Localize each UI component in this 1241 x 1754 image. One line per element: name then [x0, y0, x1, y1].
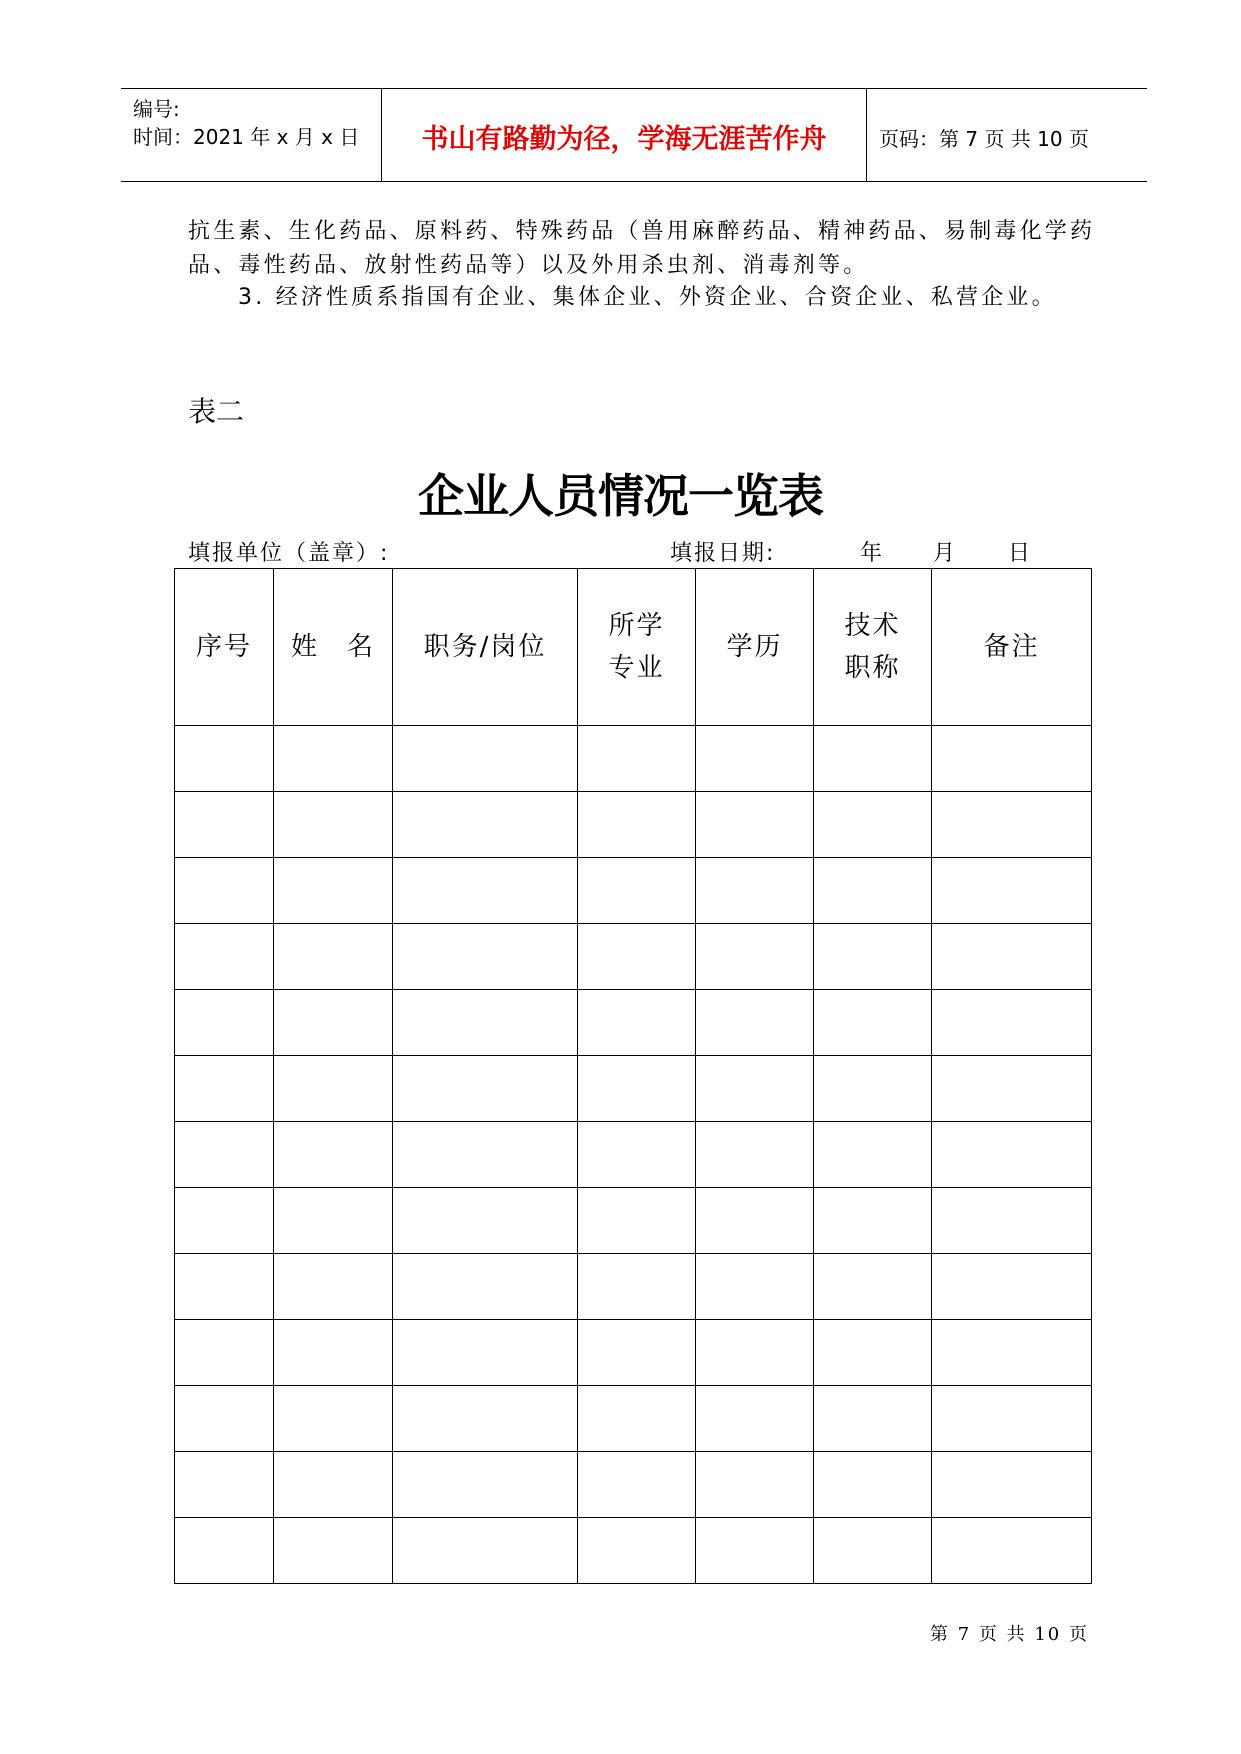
- fill-unit-label: 填报单位（盖章）:: [188, 541, 390, 566]
- document-header: [121, 88, 1147, 182]
- table-cell[interactable]: [578, 1386, 696, 1452]
- table-row: [175, 1122, 1092, 1188]
- table-cell[interactable]: [814, 924, 932, 990]
- table-cell[interactable]: [814, 1188, 932, 1254]
- table-cell[interactable]: [578, 1320, 696, 1386]
- table-row: [175, 1254, 1092, 1320]
- table-cell[interactable]: [932, 1188, 1092, 1254]
- table-cell[interactable]: [578, 990, 696, 1056]
- header-page-info: 页码：第 7 页 共 10 页: [879, 127, 1089, 151]
- header-technical-title: 技术 职称: [814, 569, 932, 726]
- table-cell[interactable]: [578, 858, 696, 924]
- document-number-label: 编号:: [133, 97, 180, 121]
- table-cell[interactable]: [932, 1254, 1092, 1320]
- table-cell[interactable]: [578, 924, 696, 990]
- table-cell[interactable]: [696, 1320, 814, 1386]
- table-cell[interactable]: [393, 792, 578, 858]
- table-cell[interactable]: [393, 1254, 578, 1320]
- table-row: [175, 1518, 1092, 1584]
- table-cell[interactable]: [175, 726, 274, 792]
- table-cell[interactable]: [578, 1056, 696, 1122]
- table-cell[interactable]: [696, 1254, 814, 1320]
- table-cell[interactable]: [578, 1452, 696, 1518]
- header-education: 学历: [696, 569, 814, 726]
- table-cell[interactable]: [578, 1122, 696, 1188]
- table-cell[interactable]: [578, 1518, 696, 1584]
- table-cell[interactable]: [932, 858, 1092, 924]
- table-cell[interactable]: [696, 1386, 814, 1452]
- table-cell[interactable]: [393, 1386, 578, 1452]
- table-cell[interactable]: [175, 924, 274, 990]
- table-cell[interactable]: [393, 1056, 578, 1122]
- table-cell[interactable]: [274, 858, 393, 924]
- header-page-cell: [867, 89, 1147, 181]
- table-cell[interactable]: [393, 726, 578, 792]
- table-cell[interactable]: [696, 1518, 814, 1584]
- staff-table: [174, 568, 1092, 1584]
- table-cell[interactable]: [274, 1386, 393, 1452]
- table-cell[interactable]: [696, 858, 814, 924]
- page-footer: 第 7 页 共 10 页: [930, 1624, 1089, 1645]
- table-cell[interactable]: [932, 990, 1092, 1056]
- table-cell[interactable]: [932, 924, 1092, 990]
- table-body: [175, 726, 1092, 1584]
- table-cell[interactable]: [175, 792, 274, 858]
- header-remarks: 备注: [932, 569, 1092, 726]
- table-cell[interactable]: [175, 1386, 274, 1452]
- table-cell[interactable]: [393, 1452, 578, 1518]
- table-cell[interactable]: [274, 1320, 393, 1386]
- fill-day-label: 日: [1008, 541, 1033, 566]
- document-time-label: 时间：2021 年 x 月 x 日: [133, 125, 360, 149]
- table-cell[interactable]: [696, 792, 814, 858]
- table-row: [175, 792, 1092, 858]
- table-cell[interactable]: [393, 1122, 578, 1188]
- table-cell[interactable]: [393, 1320, 578, 1386]
- table-cell[interactable]: [175, 1254, 274, 1320]
- table-cell[interactable]: [274, 1056, 393, 1122]
- table-cell[interactable]: [393, 1518, 578, 1584]
- table-cell[interactable]: [274, 726, 393, 792]
- table-cell[interactable]: [274, 792, 393, 858]
- table-cell[interactable]: [814, 1320, 932, 1386]
- header-major: 所学 专业: [578, 569, 696, 726]
- table-cell[interactable]: [578, 1254, 696, 1320]
- table-cell[interactable]: [578, 792, 696, 858]
- table-cell[interactable]: [696, 1188, 814, 1254]
- table-cell[interactable]: [814, 1518, 932, 1584]
- table-cell[interactable]: [932, 1518, 1092, 1584]
- table-cell[interactable]: [393, 990, 578, 1056]
- table-cell[interactable]: [932, 1122, 1092, 1188]
- table-cell[interactable]: [274, 924, 393, 990]
- header-motto: 书山有路勤为径，学海无涯苦作舟: [421, 124, 827, 155]
- body-text-line-2: 品、毒性药品、放射性药品等）以及外用杀虫剂、消毒剂等。: [188, 253, 869, 278]
- table-cell[interactable]: [814, 1452, 932, 1518]
- table-cell[interactable]: [274, 1122, 393, 1188]
- table-row: [175, 924, 1092, 990]
- table-label: 表二: [188, 395, 245, 428]
- header-motto-cell: [381, 89, 867, 181]
- table-cell[interactable]: [175, 1518, 274, 1584]
- table-cell[interactable]: [814, 858, 932, 924]
- table-cell[interactable]: [696, 1122, 814, 1188]
- table-cell[interactable]: [175, 1188, 274, 1254]
- header-meta-cell: [121, 89, 381, 181]
- table-cell[interactable]: [932, 792, 1092, 858]
- table-cell[interactable]: [814, 726, 932, 792]
- table-cell[interactable]: [175, 990, 274, 1056]
- table-cell[interactable]: [932, 726, 1092, 792]
- fill-month-label: 月: [933, 541, 958, 566]
- header-position: 职务/岗位: [393, 569, 578, 726]
- table-cell[interactable]: [393, 924, 578, 990]
- table-cell[interactable]: [578, 726, 696, 792]
- table-cell[interactable]: [814, 1056, 932, 1122]
- header-name: 姓 名: [274, 569, 393, 726]
- table-cell[interactable]: [175, 1320, 274, 1386]
- table-cell[interactable]: [274, 1518, 393, 1584]
- table-row: [175, 1056, 1092, 1122]
- table-cell[interactable]: [393, 858, 578, 924]
- table-row: [175, 1188, 1092, 1254]
- table-cell[interactable]: [696, 726, 814, 792]
- table-header-row: [175, 569, 1092, 726]
- table-cell[interactable]: [696, 990, 814, 1056]
- table-cell[interactable]: [814, 1386, 932, 1452]
- table-cell[interactable]: [274, 1452, 393, 1518]
- table-row: [175, 1386, 1092, 1452]
- table-cell[interactable]: [932, 1056, 1092, 1122]
- table-cell[interactable]: [932, 1452, 1092, 1518]
- document-title: 企业人员情况一览表: [418, 469, 823, 523]
- table-cell[interactable]: [696, 1452, 814, 1518]
- table-row: [175, 858, 1092, 924]
- table-cell[interactable]: [814, 792, 932, 858]
- table-cell[interactable]: [932, 1386, 1092, 1452]
- table-row: [175, 1452, 1092, 1518]
- table-cell[interactable]: [175, 1122, 274, 1188]
- table-cell[interactable]: [175, 1452, 274, 1518]
- table-row: [175, 726, 1092, 792]
- body-text-line-3: 3. 经济性质系指国有企业、集体企业、外资企业、合资企业、私营企业。: [238, 285, 1057, 310]
- table-cell[interactable]: [578, 1188, 696, 1254]
- table-cell[interactable]: [814, 990, 932, 1056]
- table-cell[interactable]: [274, 1188, 393, 1254]
- table-cell[interactable]: [814, 1122, 932, 1188]
- fill-date-label: 填报日期:: [670, 541, 776, 566]
- table-cell[interactable]: [393, 1188, 578, 1254]
- fill-year-label: 年: [860, 541, 885, 566]
- table-cell[interactable]: [175, 858, 274, 924]
- table-cell[interactable]: [175, 1056, 274, 1122]
- table-cell[interactable]: [696, 1056, 814, 1122]
- table-cell[interactable]: [274, 990, 393, 1056]
- header-serial: 序号: [175, 569, 274, 726]
- table-row: [175, 1320, 1092, 1386]
- table-cell[interactable]: [814, 1254, 932, 1320]
- table-cell[interactable]: [696, 924, 814, 990]
- table-row: [175, 990, 1092, 1056]
- table-cell[interactable]: [274, 1254, 393, 1320]
- table-cell[interactable]: [932, 1320, 1092, 1386]
- body-text-line-1: 抗生素、生化药品、原料药、特殊药品（兽用麻醉药品、精神药品、易制毒化学药: [188, 219, 1096, 244]
